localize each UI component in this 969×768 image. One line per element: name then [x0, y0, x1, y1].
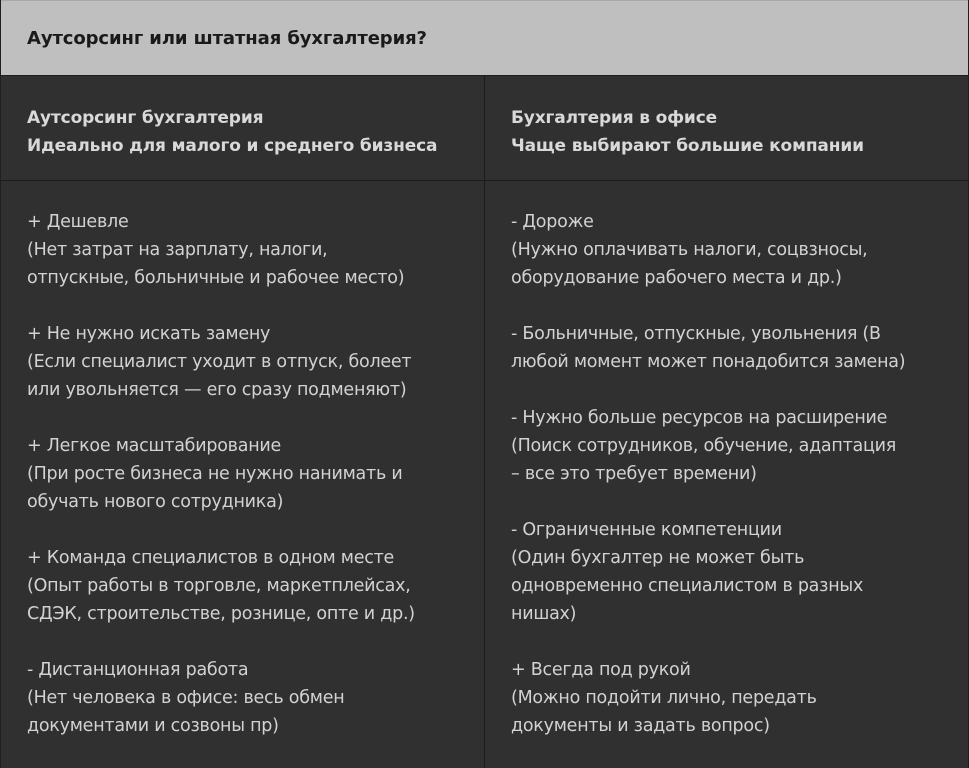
item-line: + Всегда под рукой: [511, 660, 691, 680]
comparison-body-row: [1, 181, 968, 768]
item-line: + Легкое масштабирование: [27, 436, 282, 456]
item-line: (Нужно оплачивать налоги, соцвзносы,: [511, 240, 868, 260]
heading-line: Идеально для малого и среднего бизнеса: [27, 136, 438, 157]
item-line: (Поиск сотрудников, обучение, адаптация: [511, 436, 897, 456]
heading-line: Бухгалтерия в офисе: [511, 108, 717, 129]
item-line: одновременно специалистом в разных: [511, 576, 864, 596]
list-item: [511, 656, 968, 740]
list-item: [511, 516, 968, 628]
heading-in-office: [485, 76, 968, 180]
item-line: + Дешевле: [27, 212, 129, 232]
item-line: - Нужно больше ресурсов на расширение: [511, 408, 888, 428]
item-line: любой момент может понадобится замена): [511, 352, 906, 372]
in-office-items: [485, 181, 968, 768]
item-line: (При росте бизнеса не нужно нанимать и: [27, 464, 403, 484]
list-item: [27, 208, 484, 292]
heading-line: Аутсорсинг бухгалтерия: [27, 108, 264, 129]
item-line: (Нет затрат на зарплату, налоги,: [27, 240, 328, 260]
item-line: - Дистанционная работа: [27, 660, 249, 680]
item-line: нишах): [511, 604, 577, 624]
outsourcing-items: [1, 181, 485, 768]
item-line: (Нет человека в офисе: весь обмен: [27, 688, 345, 708]
item-line: документы и задать вопрос): [511, 716, 770, 736]
list-item: [27, 544, 484, 628]
item-line: или увольняется — его сразу подменяют): [27, 380, 407, 400]
item-line: (Если специалист уходит в отпуск, болеет: [27, 352, 412, 372]
heading-line: Чаще выбирают большие компании: [511, 136, 864, 157]
list-item: [511, 208, 968, 292]
item-line: СДЭК, строительстве, рознице, опте и др.): [27, 604, 415, 624]
item-line: + Команда специалистов в одном месте: [27, 548, 395, 568]
list-item: [511, 404, 968, 488]
table-title-row: [1, 0, 968, 76]
item-line: - Больничные, отпускные, увольнения (В: [511, 324, 881, 344]
item-line: оборудование рабочего места и др.): [511, 268, 842, 288]
list-item: [27, 320, 484, 404]
heading-outsourcing: [1, 76, 485, 180]
list-item: [511, 320, 968, 376]
item-line: – все это требует времени): [511, 464, 757, 484]
item-line: отпускные, больничные и рабочее место): [27, 268, 405, 288]
item-line: + Не нужно искать замену: [27, 324, 271, 344]
table-title: Аутсорсинг или штатная бухгалтерия?: [27, 27, 427, 49]
item-line: (Можно подойти лично, передать: [511, 688, 817, 708]
item-line: документами и созвоны пр): [27, 716, 279, 736]
item-line: обучать нового сотрудника): [27, 492, 284, 512]
item-line: - Ограниченные компетенции: [511, 520, 782, 540]
list-item: [27, 432, 484, 516]
column-headings-row: [1, 76, 968, 181]
item-line: (Опыт работы в торговле, маркетплейсах,: [27, 576, 411, 596]
item-line: - Дороже: [511, 212, 594, 232]
list-item: [27, 656, 484, 740]
item-line: (Один бухгалтер не может быть: [511, 548, 805, 568]
